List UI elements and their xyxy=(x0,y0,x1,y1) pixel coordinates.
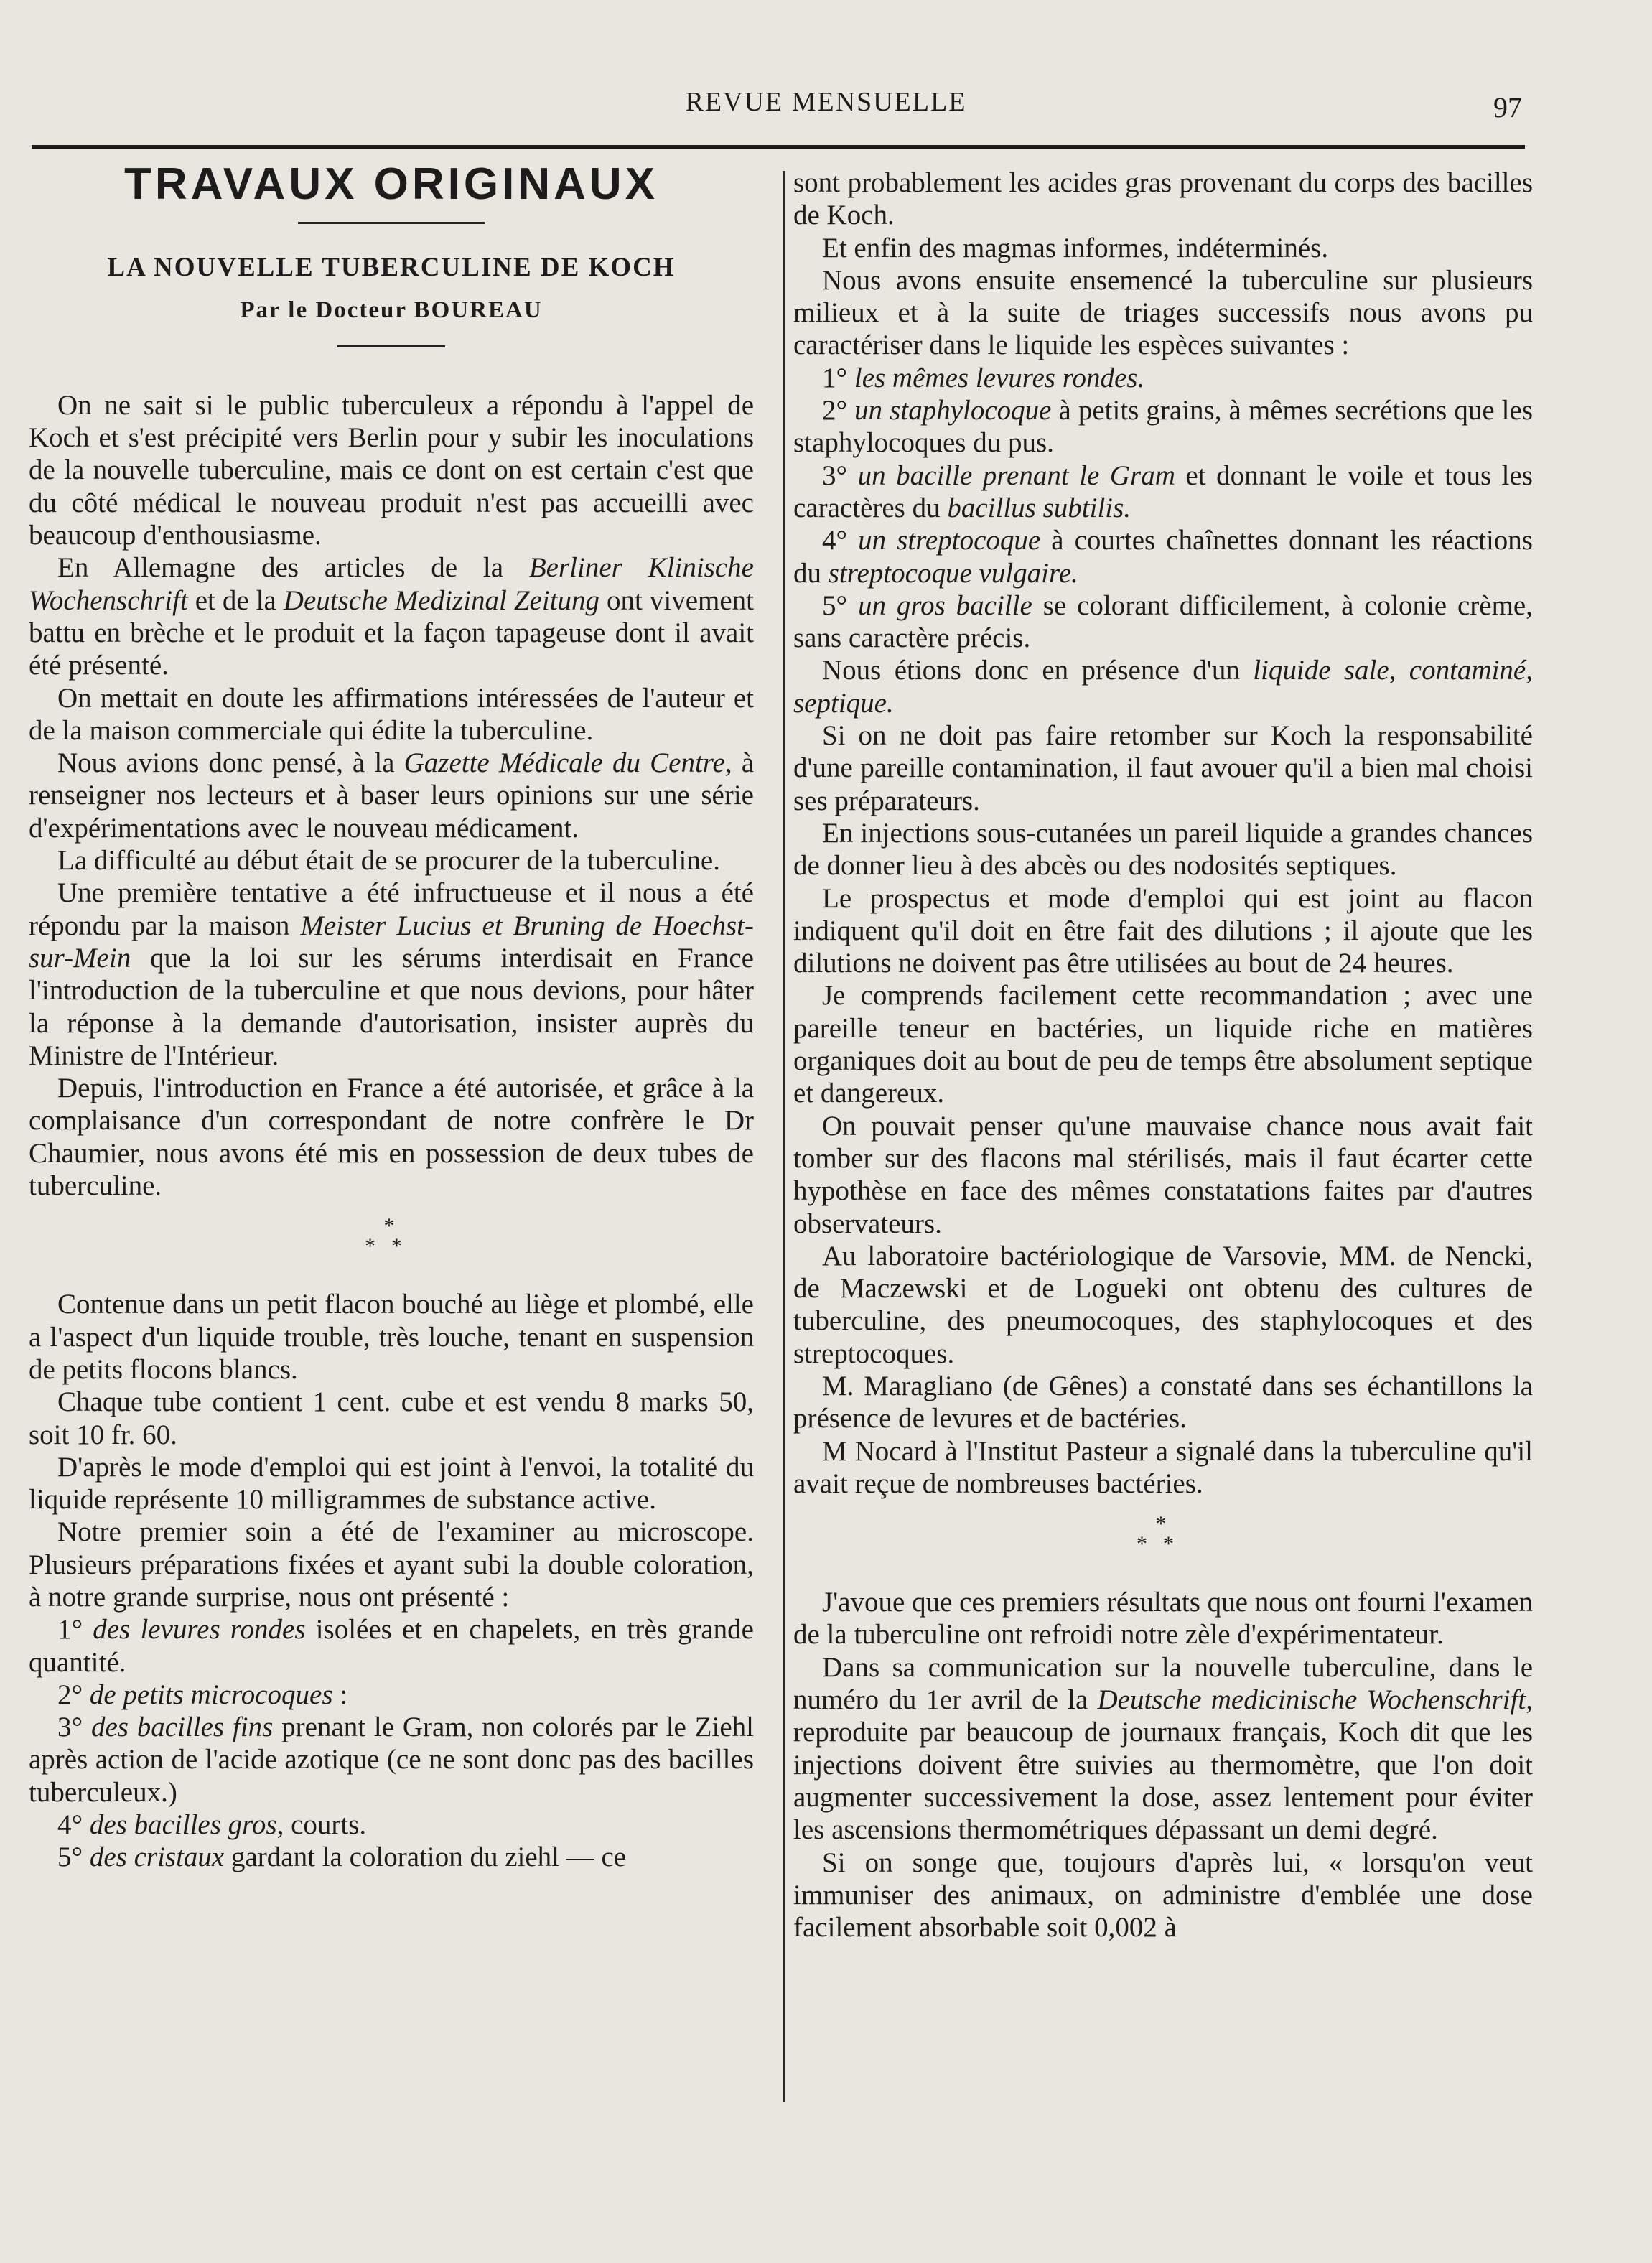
list-item: 2° un staphylocoque à petits grains, à mêmes secrétions que les staphylocoques du pus. xyxy=(793,395,1533,459)
list-item: 1° les mêmes levures rondes. xyxy=(822,362,1145,393)
paragraph: En Allemagne des articles de la Berliner Klinische Wochenschrift et de la Deutsche Medizinal Zeitung ont vivement battu en brèche et le produit et la façon tapageuse dont il avait été présenté. xyxy=(29,552,754,681)
header-rule xyxy=(32,145,1525,149)
section-separator: * ** xyxy=(1137,1512,1190,1557)
right-column xyxy=(793,167,1533,1944)
paragraph: Et enfin des magmas informes, indéterminés. xyxy=(822,232,1329,263)
paragraph: Si on songe que, toujours d'après lui, « lorsqu'on veut immuniser des animaux, on administre d'emblée une dose facilement absorbable soit 0,002 à xyxy=(793,1847,1533,1944)
byline: Par le Docteur BOUREAU xyxy=(240,297,543,323)
paragraph: Depuis, l'introduction en France a été autorisée, et grâce à la complaisance d'un correspondant de notre confrère le Dr Chaumier, nous avons été mis en possession de deux tubes de tuberculine. xyxy=(29,1073,754,1202)
list-item: 4° un streptocoque à courtes chaînettes donnant les réactions du streptocoque vulgaire. xyxy=(793,525,1533,589)
paragraph: Au laboratoire bactériologique de Varsovie, MM. de Nencki, de Maczewski et de Logueki ont obtenu des cultures de tuberculine, des pneumocoques, des staphylocoques et des streptocoques. xyxy=(793,1240,1533,1369)
paragraph: On ne sait si le public tuberculeux a répondu à l'appel de Koch et s'est précipité vers Berlin pour y subir les inoculations de la nouvelle tuberculine, mais ce dont on est certain c'est que du côté médical le nouveau produit n'est pas accueilli avec beaucoup d'enthousiasme. xyxy=(29,389,754,551)
paragraph: M. Maragliano (de Gênes) a constaté dans ses échantillons la présence de levures et de bactéries. xyxy=(793,1370,1533,1434)
paragraph: Contenue dans un petit flacon bouché au liège et plombé, elle a l'aspect d'un liquide trouble, très louche, tenant en suspension de petits flocons blancs. xyxy=(29,1289,754,1385)
paragraph: D'après le mode d'emploi qui est joint à l'envoi, la totalité du liquide représente 10 milligrammes de substance active. xyxy=(29,1451,754,1516)
paragraph: M Nocard à l'Institut Pasteur a signalé dans la tuberculine qu'il avait reçue de nombreuses bactéries. xyxy=(793,1435,1533,1499)
list-item: 2° de petits microcoques : xyxy=(57,1679,348,1710)
list-item: 5° un gros bacille se colorant difficilement, à colonie crème, sans caractère précis. xyxy=(793,589,1533,654)
paragraph: Le prospectus et mode d'emploi qui est joint au flacon indiquent qu'il doit en être fait des dilutions ; il ajoute que les dilutions ne doivent pas être utilisées au bout de 24 heures. xyxy=(793,882,1533,979)
paragraph: sont probablement les acides gras provenant du corps des bacilles de Koch. xyxy=(793,167,1533,231)
list-item: 1° des levures rondes isolées et en chapelets, en très grande quantité. xyxy=(29,1614,754,1678)
page-number: 97 xyxy=(1493,91,1522,123)
paragraph: Dans sa communication sur la nouvelle tuberculine, dans le numéro du 1er avril de la Deutsche medicinische Wochenschrift, reproduite par beaucoup de journaux français, Koch dit que les injections doivent être suivies au thermomètre, que l'on doit augmenter successivement la dose, assez lentement pour éviter les ascensions thermométriques dépassant un demi degré. xyxy=(793,1651,1533,1846)
left-column xyxy=(29,159,755,1874)
paragraph: En injections sous-cutanées un pareil liquide a grandes chances de donner lieu à des abcès ou des nodosités septiques. xyxy=(793,817,1533,882)
paragraph: Nous avions donc pensé, à la Gazette Médicale du Centre, à renseigner nos lecteurs et à baser leurs opinions sur une série d'expérimentations avec le nouveau médicament. xyxy=(29,747,755,844)
article-title: LA NOUVELLE TUBERCULINE DE KOCH xyxy=(107,253,676,283)
paragraph: Nous avons ensuite ensemencé la tuberculine sur plusieurs milieux et à la suite de triages successifs nous avons pu caractériser dans le liquide les espèces suivantes : xyxy=(793,264,1533,361)
byline-rule xyxy=(337,345,445,347)
list-item: 3° des bacilles fins prenant le Gram, non colorés par le Ziehl après action de l'acide azotique (ce ne sont donc pas des bacilles tuberculeux.) xyxy=(29,1712,754,1808)
paragraph: Chaque tube contient 1 cent. cube et est vendu 8 marks 50, soit 10 fr. 60. xyxy=(29,1386,754,1450)
paragraph: Une première tentative a été infructueuse et il nous a été répondu par la maison Meister Lucius et Bruning de Hoechst-sur-Mein que la loi sur les sérums interdisait en France l'introduction de la tuberculine et que nous devions, pour hâter la réponse à la demande d'autorisation, insister auprès du Ministre de l'Intérieur. xyxy=(29,877,754,1071)
running-title: REVUE MENSUELLE xyxy=(685,87,967,117)
title-rule xyxy=(298,222,485,224)
paragraph: On pouvait penser qu'une mauvaise chance nous avait fait tomber sur des flacons mal stérilisés, mais il faut écarter cette hypothèse en face des mêmes constatations faites par d'autres observateurs. xyxy=(793,1110,1533,1239)
column-rule xyxy=(783,171,785,2102)
paragraph: La difficulté au début était de se procurer de la tuberculine. xyxy=(57,845,720,877)
section-title: TRAVAUX ORIGINAUX xyxy=(123,159,659,209)
list-item: 3° un bacille prenant le Gram et donnant le voile et tous les caractères du bacillus subtilis. xyxy=(793,459,1533,523)
list-item: 4° des bacilles gros, courts. xyxy=(57,1809,367,1841)
paragraph: On mettait en doute les affirmations intéressées de l'auteur et de la maison commerciale qui édite la tuberculine. xyxy=(29,682,754,746)
paragraph: Nous étions donc en présence d'un liquide sale, contaminé, septique. xyxy=(793,655,1533,719)
paragraph: Notre premier soin a été de l'examiner au microscope. Plusieurs préparations fixées et ayant subi la double coloration, à notre grande surprise, nous ont présenté : xyxy=(29,1516,754,1613)
section-separator: * ** xyxy=(365,1214,418,1259)
paragraph: J'avoue que ces premiers résultats que nous ont fourni l'examen de la tuberculine ont refroidi notre zèle d'expérimentateur. xyxy=(793,1587,1533,1651)
paragraph: Si on ne doit pas faire retomber sur Koch la responsabilité d'une pareille contamination, il faut avouer qu'il a bien mal choisi ses préparateurs. xyxy=(793,720,1533,816)
paragraph: Je comprends facilement cette recommandation ; avec une pareille teneur en bactéries, un liquide riche en matières organiques doit au bout de peu de temps être absolument septique et dangereux. xyxy=(793,980,1533,1109)
list-item: 5° des cristaux gardant la coloration du ziehl — ce xyxy=(57,1842,627,1873)
